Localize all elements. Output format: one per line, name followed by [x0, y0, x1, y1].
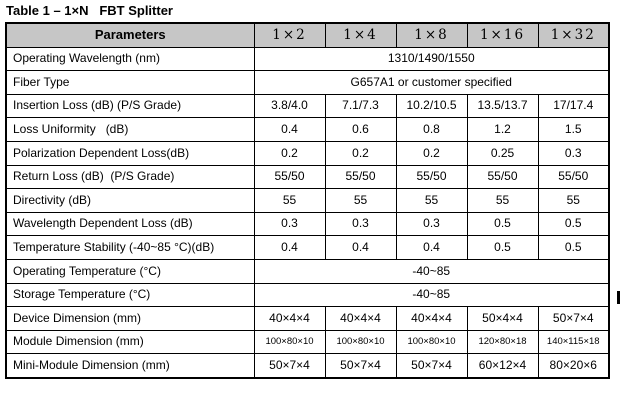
row-module-dimension [6, 330, 609, 354]
value-cell: 0.5 [538, 212, 609, 236]
param-cell: Storage Temperature (°C) [6, 283, 254, 307]
value-cell: 60×12×4 [467, 354, 538, 378]
row-wavelength-dependent-loss [6, 212, 609, 236]
value-cell: 1310/1490/1550 [254, 47, 609, 71]
value-cell: 0.4 [325, 236, 396, 260]
value-cell: 40×4×4 [396, 307, 467, 331]
column-header-1x2: 1×2 [254, 23, 325, 47]
param-cell: Operating Temperature (°C) [6, 259, 254, 283]
value-cell: 13.5/13.7 [467, 94, 538, 118]
value-cell: 120×80×18 [467, 330, 538, 354]
value-cell: 0.3 [538, 141, 609, 165]
value-cell: 55/50 [325, 165, 396, 189]
value-cell: G657A1 or customer specified [254, 71, 609, 95]
value-cell: 0.5 [467, 212, 538, 236]
param-cell: Directivity (dB) [6, 189, 254, 213]
header-row [6, 23, 609, 47]
row-fiber-type [6, 71, 609, 95]
value-cell: 3.8/4.0 [254, 94, 325, 118]
row-insertion-loss [6, 94, 609, 118]
value-cell: 55 [325, 189, 396, 213]
value-cell: 140×115×18 [538, 330, 609, 354]
row-return-loss [6, 165, 609, 189]
value-cell: 0.4 [396, 236, 467, 260]
row-device-dimension [6, 307, 609, 331]
param-cell: Module Dimension (mm) [6, 330, 254, 354]
value-cell: 50×4×4 [467, 307, 538, 331]
value-cell: 0.4 [254, 118, 325, 142]
value-cell: 17/17.4 [538, 94, 609, 118]
column-header-1x8: 1×8 [396, 23, 467, 47]
column-header-1x4: 1×4 [325, 23, 396, 47]
value-cell: 80×20×6 [538, 354, 609, 378]
row-temperature-stability [6, 236, 609, 260]
value-cell: 1.2 [467, 118, 538, 142]
value-cell: 40×4×4 [254, 307, 325, 331]
value-cell: 55/50 [254, 165, 325, 189]
row-loss-uniformity [6, 118, 609, 142]
value-cell: 50×7×4 [396, 354, 467, 378]
column-header-1x32: 1×32 [538, 23, 609, 47]
value-cell: -40~85 [254, 283, 609, 307]
param-cell: Mini-Module Dimension (mm) [6, 354, 254, 378]
parameters-header: Parameters [6, 23, 254, 47]
param-cell: Return Loss (dB) (P/S Grade) [6, 165, 254, 189]
param-cell: Fiber Type [6, 71, 254, 95]
value-cell: 55/50 [538, 165, 609, 189]
value-cell: 0.3 [325, 212, 396, 236]
value-cell: 0.5 [467, 236, 538, 260]
value-cell: 7.1/7.3 [325, 94, 396, 118]
value-cell: 100×80×10 [325, 330, 396, 354]
row-mini-module-dimension [6, 354, 609, 378]
value-cell: 0.2 [396, 141, 467, 165]
value-cell: 55 [396, 189, 467, 213]
value-cell: 0.3 [254, 212, 325, 236]
fbt-splitter-spec-table [5, 22, 610, 379]
value-cell: 50×7×4 [254, 354, 325, 378]
value-cell: 0.4 [254, 236, 325, 260]
row-directivity [6, 189, 609, 213]
text-cursor-artifact [617, 291, 620, 304]
value-cell: 0.6 [325, 118, 396, 142]
row-operating-wavelength [6, 47, 609, 71]
value-cell: 55/50 [396, 165, 467, 189]
value-cell: -40~85 [254, 259, 609, 283]
value-cell: 55 [467, 189, 538, 213]
row-polarization-dependent-loss [6, 141, 609, 165]
value-cell: 50×7×4 [538, 307, 609, 331]
value-cell: 100×80×10 [396, 330, 467, 354]
value-cell: 0.25 [467, 141, 538, 165]
value-cell: 0.3 [396, 212, 467, 236]
value-cell: 55 [538, 189, 609, 213]
param-cell: Polarization Dependent Loss(dB) [6, 141, 254, 165]
value-cell: 55 [254, 189, 325, 213]
value-cell: 10.2/10.5 [396, 94, 467, 118]
value-cell: 55/50 [467, 165, 538, 189]
value-cell: 50×7×4 [325, 354, 396, 378]
param-cell: Device Dimension (mm) [6, 307, 254, 331]
value-cell: 1.5 [538, 118, 609, 142]
value-cell: 0.5 [538, 236, 609, 260]
row-storage-temperature [6, 283, 609, 307]
row-operating-temperature [6, 259, 609, 283]
table-title: Table 1 – 1×N FBT Splitter [6, 3, 173, 18]
value-cell: 40×4×4 [325, 307, 396, 331]
value-cell: 0.8 [396, 118, 467, 142]
column-header-1x16: 1×16 [467, 23, 538, 47]
param-cell: Operating Wavelength (nm) [6, 47, 254, 71]
param-cell: Insertion Loss (dB) (P/S Grade) [6, 94, 254, 118]
value-cell: 0.2 [254, 141, 325, 165]
param-cell: Wavelength Dependent Loss (dB) [6, 212, 254, 236]
value-cell: 0.2 [325, 141, 396, 165]
value-cell: 100×80×10 [254, 330, 325, 354]
param-cell: Temperature Stability (-40~85 °C)(dB) [6, 236, 254, 260]
param-cell: Loss Uniformity (dB) [6, 118, 254, 142]
